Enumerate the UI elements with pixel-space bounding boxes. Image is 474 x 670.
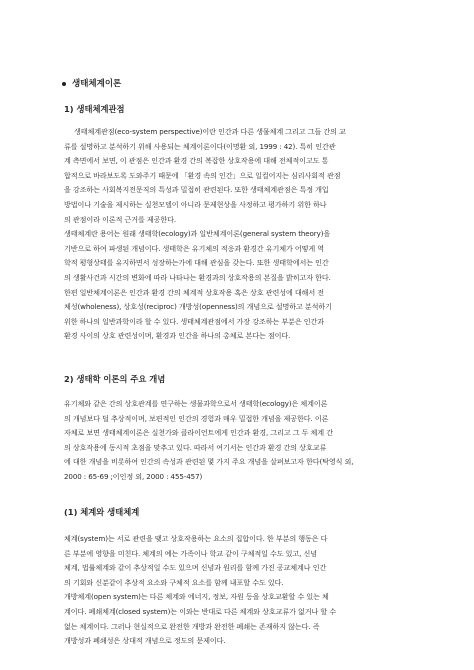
paragraph-line: 없는 체계이다. 그러나 현실적으로 완전한 개방과 완전한 폐쇄는 존재하지 않는다. 즉 — [64, 621, 320, 631]
paragraph-line: 을 강조하는 사회복지전문직의 특성과 밀접히 관련된다. 또한 생태체계관점은 특정 개입 — [64, 185, 329, 195]
paragraph-line: 의 관점이라 이론적 근거를 제공한다. — [64, 214, 177, 224]
paragraph-line: 의 개념보다 덜 추상적이며, 보편적인 인간의 경험과 매우 밀접한 개념을 제공한다. 이론 — [64, 413, 329, 423]
paragraph-line: 개방성과 폐쇄성은 상대적 개념으로 정도의 문제이다. — [64, 636, 226, 646]
paragraph-line: 유기체와 같은 간의 상호관계를 연구하는 생물과학으로서 생태학(ecology)은 체계이론 — [64, 399, 328, 408]
paragraph-line: 계이다. 폐쇄체계(closed system)는 이와는 반대로 다른 체계와 상호교류가 없거나 할 수 — [64, 606, 337, 616]
paragraph-line: 환경 사이의 상호 관련성이며, 환경과 인간을 하나의 총체로 본다는 점이다. — [64, 331, 291, 341]
paragraph-line: 기반으로 하여 파생된 개념이다. 생태학은 유기체의 적응과 환경간 유기체가 어떻게 역 — [64, 243, 325, 253]
paragraph-line: 한편 일반체계이론은 인간과 환경 간의 체계적 상호작용 혹은 상호 관련성에 대해서 전 — [64, 287, 325, 297]
section-heading-ecosystem-perspective: 1) 생태체계관점 — [64, 104, 125, 114]
paragraph-line: 의 생활사건과 시간의 변화에 따라 나타나는 환경과의 상호작용의 본질을 밝히고자 한다. — [64, 272, 331, 282]
paragraph-line: 체성(wholeness), 상호성(reciproc) 개방성(openness)의 개념으로 설명하고 분석하기 — [64, 302, 332, 312]
paragraph-line: 체계(system)는 서로 관련을 맺고 상호작용하는 요소의 집합이다. 한 부분의 행동은 다 — [64, 534, 328, 543]
section-heading-ecology-concepts: 2) 생태학 이론의 주요 개념 — [64, 374, 166, 384]
paragraph-line: 개방체계(open system)는 다른 체계와 에너지, 정보, 자원 등을 상호교환할 수 있는 체 — [64, 592, 329, 602]
paragraph-line: 위한 하나의 일반과학이라 할 수 있다. 생태체계관점에서 가장 강조하는 부분은 인간과 — [64, 316, 325, 326]
bullet-icon — [62, 82, 66, 86]
paragraph-line: 자체로 보면 생태체계이론은 실천가와 클라이언트에게 인간과 환경, 그리고 그 두 체계 간 — [64, 428, 333, 438]
section-body-system-and-ecosystem — [64, 532, 414, 649]
section-heading-system-and-ecosystem: (1) 체계와 생태체계 — [64, 507, 140, 517]
document-title-text: 생태체계이론 — [72, 79, 122, 89]
paragraph-line: 의 기회와 신분같이 추상적 요소와 구체적 요소를 함께 내포할 수도 있다. — [64, 577, 284, 587]
paragraph-line: 방법이나 기술을 제시하는 실천모델이 아니라 문제현상을 사정하고 평가하기 위한 하나 — [64, 199, 327, 209]
paragraph-line: 류를 설명하고 분석하기 위해 사용되는 체계이론이다(이명환 외, 1999 : 42). 특히 인간관 — [64, 141, 336, 151]
paragraph-line: 의 상호작용에 동시적 초점을 맞추고 있다. 따라서 여기서는 인간과 환경 간의 상호교류 — [64, 442, 327, 452]
section-body-ecology-concepts — [64, 397, 414, 485]
paragraph-line: 2000 : 65-69 ;이인정 외, 2000 : 455-457) — [64, 471, 203, 481]
paragraph-line: 계 측면에서 보면, 이 관점은 인간과 환경 간의 복잡한 상호작용에 대해 전체적이고도 통 — [64, 156, 329, 166]
paragraph-line: 합적으로 바라보도록 도와주기 때문에 「환경 속의 인간」으로 일컬어지는 심리사회적 관점 — [64, 170, 341, 180]
paragraph-line: 체계, 법률체계와 같이 추상적일 수도 있으며 신념과 원리를 함께 가진 공교체계나 인간 — [64, 563, 327, 573]
section-body-ecosystem-perspective — [64, 125, 414, 344]
paragraph-line: 생태체계란 용어는 원래 생태학(ecology)과 일반체계이론(general system theory)을 — [64, 229, 331, 239]
paragraph-line: 에 대한 개념을 비롯하여 인간의 속성과 관련된 몇 가지 주요 개념을 살펴보고자 한다(탁영식 외, — [64, 457, 354, 467]
document-title — [62, 77, 121, 89]
paragraph-line: 생태체계관점(eco-system perspective)이란 인간과 다른 생물체계 그리고 그들 간의 교 — [74, 127, 346, 136]
paragraph-line: 학적 평형상태를 유지하면서 성장하는가에 대해 관심을 갖는다. 또한 생태학에서는 인간 — [64, 258, 329, 268]
paragraph-line: 른 부분에 영향을 미친다. 체계의 예는 가족이나 학교 같이 구체적일 수도 있고, 신념 — [64, 548, 318, 558]
